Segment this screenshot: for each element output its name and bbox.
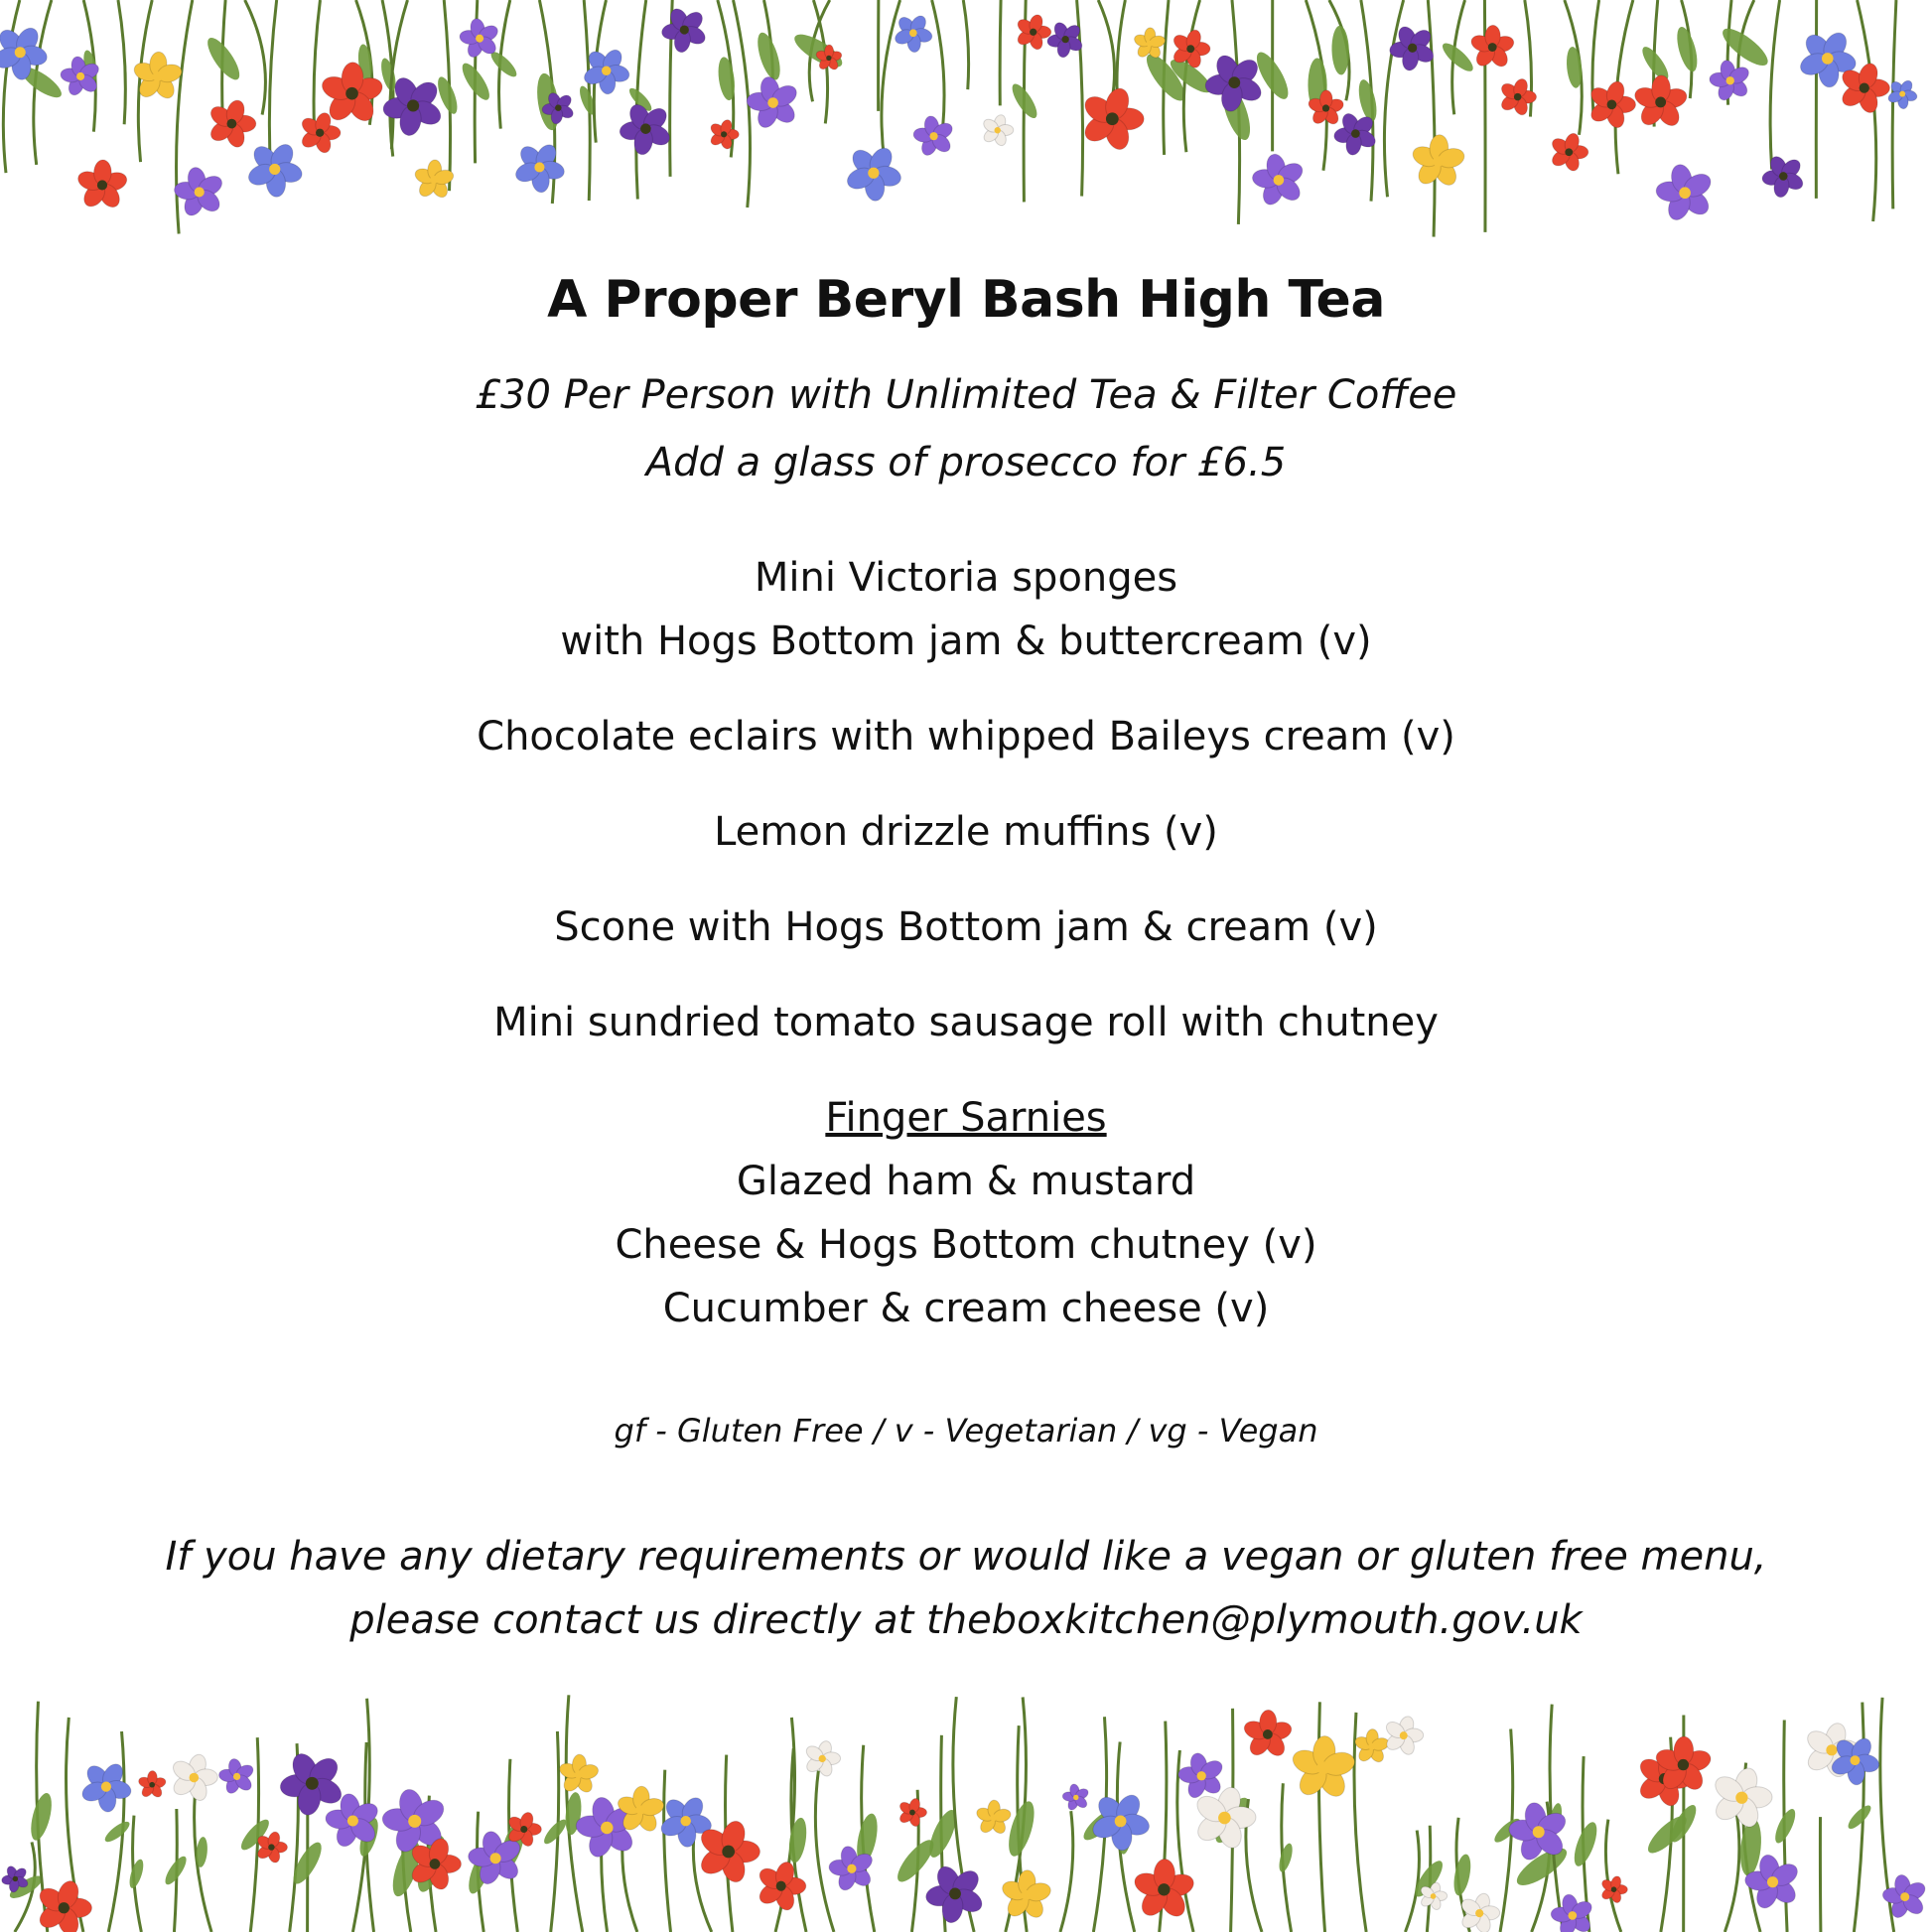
menu-title: A Proper Beryl Bash High Tea xyxy=(547,270,1385,330)
violet-flower-icon xyxy=(1655,163,1715,223)
violet-flower-icon xyxy=(1252,153,1307,208)
buttercup-icon xyxy=(1353,1728,1390,1764)
leaf-icon xyxy=(1355,77,1380,123)
violet-flower-icon xyxy=(174,166,225,218)
poppy-icon xyxy=(1242,1710,1294,1759)
purple-flower-icon xyxy=(619,101,673,156)
pricing-block xyxy=(0,361,1932,496)
poppy-icon xyxy=(207,98,256,150)
cornflower-icon xyxy=(893,13,933,53)
poppy-icon xyxy=(1469,25,1516,69)
poppy-icon xyxy=(897,1797,926,1828)
leaf-icon xyxy=(754,30,785,82)
contact-line-email: please contact us directly at theboxkitchen@plymouth.gov.uk xyxy=(349,1597,1583,1643)
poppy-icon xyxy=(75,160,129,211)
sarnie-item: Cheese & Hogs Bottom chutney (v) xyxy=(615,1222,1317,1268)
buttercup-icon xyxy=(1290,1735,1357,1801)
buttercup-icon xyxy=(975,1800,1012,1836)
leaf-icon xyxy=(1845,1802,1873,1832)
leaf-icon xyxy=(1450,1853,1473,1896)
menu-item-muffins: Lemon drizzle muffins (v) xyxy=(714,809,1218,855)
violet-flower-icon xyxy=(1882,1873,1928,1920)
violet-flower-icon xyxy=(1177,1751,1225,1800)
leaf-icon xyxy=(1277,1842,1296,1873)
purple-flower-icon xyxy=(1761,154,1806,199)
poppy-icon xyxy=(137,1770,167,1799)
cornflower-icon xyxy=(844,144,902,202)
violet-flower-icon xyxy=(912,115,955,158)
purple-flower-icon xyxy=(1204,52,1265,113)
poppy-icon xyxy=(1600,1875,1628,1904)
poppy-icon xyxy=(36,1878,92,1932)
menu-item-eclairs: Chocolate eclairs with whipped Baileys cream (v) xyxy=(477,714,1455,759)
buttercup-icon xyxy=(1410,134,1466,189)
sarnie-item: Cucumber & cream cheese (v) xyxy=(662,1286,1270,1331)
purple-flower-icon xyxy=(661,6,709,54)
menu-item-scone: Scone with Hogs Bottom jam & cream (v) xyxy=(554,904,1378,950)
purple-flower-icon xyxy=(279,1749,345,1816)
purple-flower-icon xyxy=(924,1863,985,1924)
white-flower-icon xyxy=(1711,1765,1772,1830)
poppy-icon xyxy=(1015,13,1050,51)
leaf-icon xyxy=(1673,25,1701,73)
poppy-icon xyxy=(1587,79,1635,130)
white-flower-icon xyxy=(981,113,1014,147)
poppy-icon xyxy=(1080,85,1144,152)
cornflower-icon xyxy=(513,141,566,193)
white-flower-icon xyxy=(1458,1891,1500,1932)
menu-items xyxy=(0,546,1932,1340)
dietary-key: gf - Gluten Free / v - Vegetarian / vg - Vegan xyxy=(614,1412,1318,1449)
leaf-icon xyxy=(1570,1820,1601,1869)
poppy-icon xyxy=(1632,75,1689,130)
leaf-icon xyxy=(27,1791,56,1843)
leaf-icon xyxy=(102,1819,132,1846)
menu-item-sponges-detail: with Hogs Bottom jam & buttercream (v) xyxy=(560,619,1372,664)
prosecco-addon-line: Add a glass of prosecco for £6.5 xyxy=(645,440,1287,485)
leaf-icon xyxy=(1004,1799,1039,1860)
poppy-icon xyxy=(1549,132,1587,173)
menu-item-sausage-roll: Mini sundried tomato sausage roll with chutney xyxy=(493,1000,1439,1045)
menu-content xyxy=(0,260,1932,1652)
leaf-icon xyxy=(541,1817,570,1848)
violet-flower-icon xyxy=(218,1757,255,1795)
white-flower-icon xyxy=(170,1752,218,1803)
leaf-icon xyxy=(1439,39,1477,75)
price-line: £30 Per Person with Unlimited Tea & Filter Coffee xyxy=(475,372,1457,418)
white-flower-icon xyxy=(1383,1715,1423,1756)
sarnies-heading: Finger Sarnies xyxy=(825,1095,1107,1141)
leaf-icon xyxy=(127,1858,146,1889)
white-flower-icon xyxy=(804,1739,841,1778)
cornflower-icon xyxy=(1090,1791,1152,1852)
poppy-icon xyxy=(756,1860,805,1912)
floral-border-bottom xyxy=(0,1674,1932,1932)
sarnie-item: Glazed ham & mustard xyxy=(736,1159,1196,1204)
dietary-contact-note xyxy=(0,1525,1932,1652)
violet-flower-icon xyxy=(1709,59,1751,102)
cornflower-icon xyxy=(245,141,304,199)
buttercup-icon xyxy=(558,1754,601,1795)
floral-border-top xyxy=(0,0,1932,258)
violet-flower-icon xyxy=(746,75,800,131)
buttercup-icon xyxy=(1000,1869,1052,1921)
contact-line: If you have any dietary requirements or would like a vegan or gluten free menu, xyxy=(165,1534,1767,1580)
violet-flower-icon xyxy=(1062,1783,1090,1812)
leaf-icon xyxy=(1331,26,1350,75)
poppy-icon xyxy=(1132,1859,1196,1921)
menu-item-sponges: Mini Victoria sponges xyxy=(754,555,1178,601)
